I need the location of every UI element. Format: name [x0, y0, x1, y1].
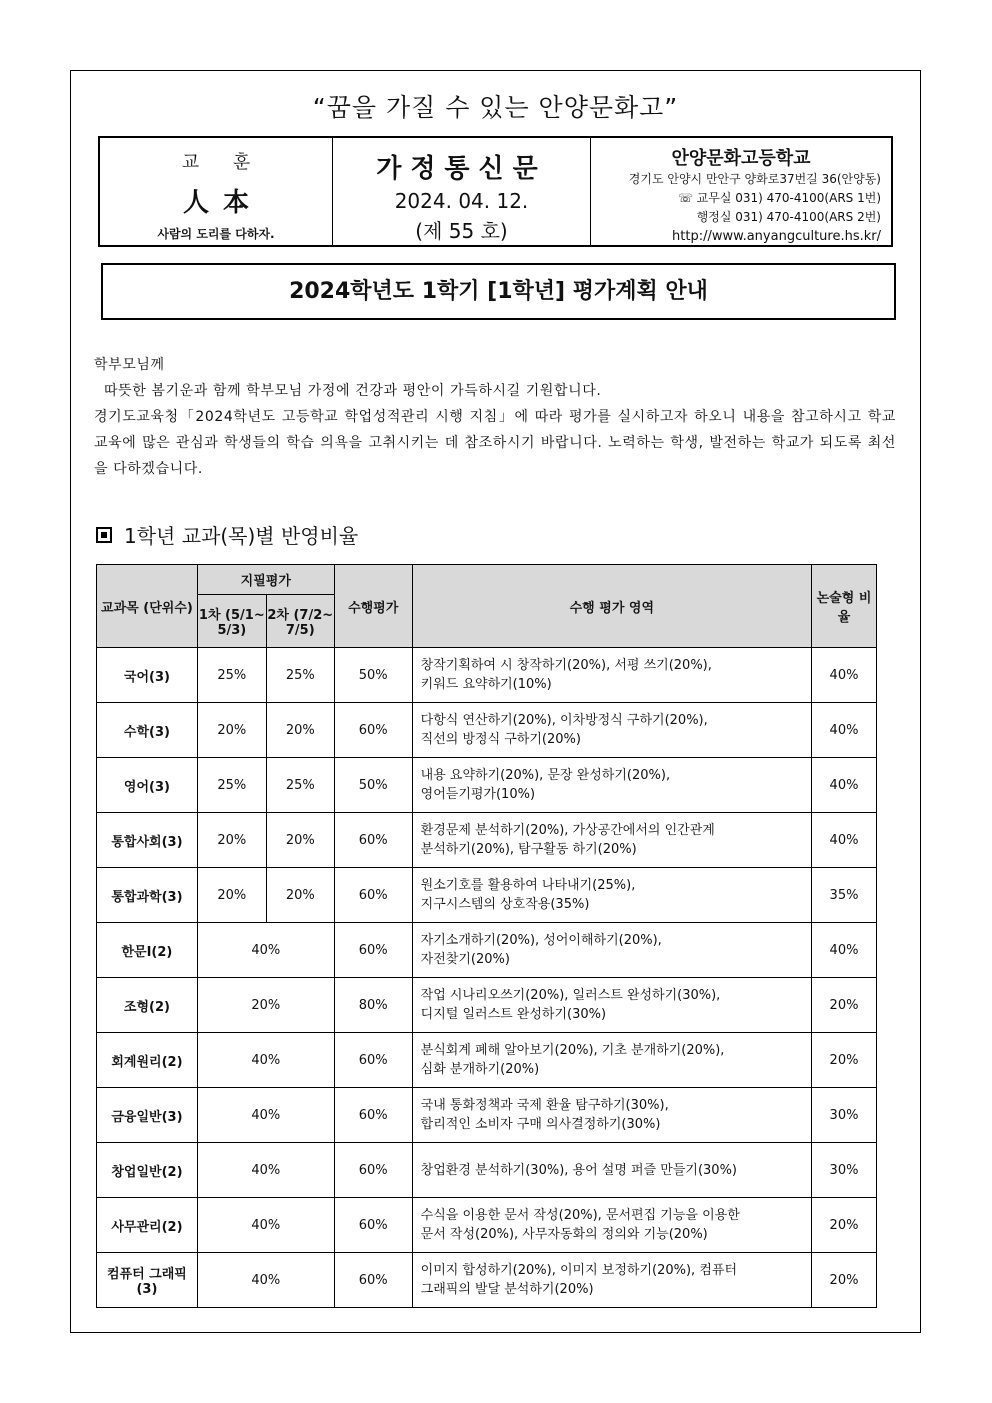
- document-title: 2024학년도 1학기 [1학년] 평가계획 안내: [101, 263, 896, 320]
- newsletter-issue: (제 55 호): [415, 219, 508, 243]
- area-line-1: 분식회계 폐해 알아보기(20%), 기초 분개하기(20%),: [420, 1043, 725, 1058]
- table-row: [97, 1088, 877, 1143]
- subject-cell: 한문I(2): [97, 923, 198, 978]
- performance-cell: 60%: [334, 1253, 412, 1308]
- school-address: 경기도 안양시 만안구 양화로37번길 36(안양동): [628, 172, 881, 186]
- performance-area-cell: [412, 923, 811, 978]
- subject-cell: 컴퓨터 그래픽(3): [97, 1253, 198, 1308]
- table-row: [97, 1033, 877, 1088]
- area-line-2: 지구시스템의 상호작용(35%): [420, 897, 590, 912]
- subject-cell: 조형(2): [97, 978, 198, 1033]
- header-performance-area: 수행 평가 영역: [412, 565, 811, 648]
- area-line-2: 영어듣기평가(10%): [420, 787, 536, 802]
- performance-cell: 60%: [334, 813, 412, 868]
- performance-cell: 50%: [334, 648, 412, 703]
- second-exam-cell: 20%: [266, 868, 334, 923]
- area-line-1: 다항식 연산하기(20%), 이차방정식 구하기(20%),: [420, 713, 708, 728]
- performance-area-cell: [412, 1143, 811, 1198]
- area-line-1: 원소기호를 활용하여 나타내기(25%),: [420, 878, 636, 893]
- table-row: [97, 1198, 877, 1253]
- essay-ratio-cell: 20%: [812, 978, 877, 1033]
- subject-cell: 금융일반(3): [97, 1088, 198, 1143]
- essay-ratio-cell: 30%: [812, 1143, 877, 1198]
- performance-area-cell: [412, 1253, 811, 1308]
- table-row: [97, 703, 877, 758]
- written-exam-cell: 20%: [197, 978, 334, 1033]
- second-exam-cell: 20%: [266, 703, 334, 758]
- filled-square-icon: [96, 527, 112, 543]
- area-line-2: 합리적인 소비자 구매 의사결정하기(30%): [420, 1117, 661, 1132]
- performance-area-cell: [412, 868, 811, 923]
- performance-area-cell: [412, 1033, 811, 1088]
- subject-cell: 국어(3): [97, 648, 198, 703]
- performance-cell: 60%: [334, 868, 412, 923]
- performance-cell: 60%: [334, 703, 412, 758]
- written-exam-cell: 40%: [197, 1033, 334, 1088]
- motto-cell: [100, 138, 333, 245]
- written-exam-cell: 40%: [197, 1143, 334, 1198]
- newsletter-header: [98, 136, 893, 247]
- essay-ratio-cell: 40%: [812, 703, 877, 758]
- header-written-exam: 지필평가: [197, 565, 334, 595]
- essay-ratio-cell: 20%: [812, 1198, 877, 1253]
- second-exam-cell: 25%: [266, 648, 334, 703]
- performance-area-cell: [412, 1088, 811, 1143]
- newsletter-title: 가정통신문: [376, 154, 547, 184]
- area-line-1: 자기소개하기(20%), 성어이해하기(20%),: [420, 933, 662, 948]
- area-line-1: 창업환경 분석하기(30%), 용어 설명 퍼즐 만들기(30%): [420, 1162, 737, 1178]
- header-subject: 교과목 (단위수): [97, 565, 198, 648]
- written-exam-cell: 40%: [197, 1088, 334, 1143]
- grade-ratio-table: [96, 564, 877, 1308]
- school-website[interactable]: http://www.anyangculture.hs.kr/: [672, 229, 881, 244]
- performance-area-cell: [412, 648, 811, 703]
- subject-cell: 영어(3): [97, 758, 198, 813]
- performance-cell: 60%: [334, 1088, 412, 1143]
- header-second-exam: 2차 (7/2~ 7/5): [266, 595, 334, 648]
- area-line-2: 직선의 방정식 구하기(20%): [420, 732, 581, 747]
- area-line-1: 수식을 이용한 문서 작성(20%), 문서편집 기능을 이용한: [420, 1208, 740, 1223]
- essay-ratio-cell: 40%: [812, 758, 877, 813]
- phone-admin: 행정실 031) 470-4100(ARS 2번): [696, 210, 881, 224]
- area-line-1: 국내 통화정책과 국제 환율 탐구하기(30%),: [420, 1098, 669, 1113]
- essay-ratio-cell: 30%: [812, 1088, 877, 1143]
- performance-area-cell: [412, 758, 811, 813]
- performance-cell: 60%: [334, 1143, 412, 1198]
- area-line-2: 그래픽의 발달 분석하기(20%): [420, 1282, 594, 1297]
- table-row: [97, 1143, 877, 1198]
- header-performance: 수행평가: [334, 565, 412, 648]
- subject-cell: 통합과학(3): [97, 868, 198, 923]
- intro-line-2: 경기도교육청「2024학년도 고등학교 학업성적관리 시행 지침」에 따라 평가를 실시하고자 하오니 내용을 참고하시고 학교 교육에 많은 관심과 학생들의 학습 의욕을 고취시키는 데 참조하시기 바랍니다. 노력하는 학생, 발전하는 학교가 되도록 최선을 다하겠습니다.: [94, 409, 896, 477]
- performance-cell: 60%: [334, 1033, 412, 1088]
- intro-text: [94, 352, 896, 482]
- area-line-2: 자전찾기(20%): [420, 952, 510, 967]
- phone-office: ☏ 교무실 031) 470-4100(ARS 1번): [677, 191, 881, 205]
- first-exam-cell: 25%: [197, 758, 266, 813]
- essay-ratio-cell: 40%: [812, 648, 877, 703]
- subject-cell: 사무관리(2): [97, 1198, 198, 1253]
- first-exam-cell: 20%: [197, 813, 266, 868]
- essay-ratio-cell: 20%: [812, 1253, 877, 1308]
- header-essay-ratio: 논술형 비율: [812, 565, 877, 648]
- table-row: [97, 978, 877, 1033]
- area-line-2: 심화 분개하기(20%): [420, 1062, 540, 1077]
- area-line-2: 문서 작성(20%), 사무자동화의 정의와 기능(20%): [420, 1227, 708, 1242]
- essay-ratio-cell: 40%: [812, 923, 877, 978]
- subject-cell: 창업일반(2): [97, 1143, 198, 1198]
- performance-cell: 60%: [334, 923, 412, 978]
- performance-area-cell: [412, 703, 811, 758]
- area-line-1: 이미지 합성하기(20%), 이미지 보정하기(20%), 컴퓨터: [420, 1263, 737, 1278]
- area-line-1: 내용 요약하기(20%), 문장 완성하기(20%),: [420, 768, 671, 783]
- table-row: [97, 648, 877, 703]
- essay-ratio-cell: 40%: [812, 813, 877, 868]
- performance-area-cell: [412, 1198, 811, 1253]
- subject-cell: 통합사회(3): [97, 813, 198, 868]
- first-exam-cell: 20%: [197, 703, 266, 758]
- greeting: 학부모님께: [94, 357, 165, 373]
- newsletter-info-cell: [333, 138, 591, 245]
- table-row: [97, 1253, 877, 1308]
- second-exam-cell: 25%: [266, 758, 334, 813]
- table-row: [97, 758, 877, 813]
- performance-cell: 50%: [334, 758, 412, 813]
- table-row: [97, 923, 877, 978]
- school-name: 안양문화고등학교: [671, 148, 811, 169]
- header-first-exam: 1차 (5/1~ 5/3): [197, 595, 266, 648]
- table-row: [97, 868, 877, 923]
- area-line-1: 작업 시나리오쓰기(20%), 일러스트 완성하기(30%),: [420, 988, 721, 1003]
- first-exam-cell: 25%: [197, 648, 266, 703]
- second-exam-cell: 20%: [266, 813, 334, 868]
- performance-area-cell: [412, 813, 811, 868]
- essay-ratio-cell: 20%: [812, 1033, 877, 1088]
- motto: 人本: [182, 188, 263, 218]
- area-line-2: 분석하기(20%), 탐구활동 하기(20%): [420, 842, 637, 857]
- section-heading: [96, 520, 358, 549]
- written-exam-cell: 40%: [197, 923, 334, 978]
- performance-area-cell: [412, 978, 811, 1033]
- school-slogan: “꿈을 가질 수 있는 안양문화고”: [312, 93, 679, 122]
- section-title: 1학년 교과(목)별 반영비율: [124, 524, 359, 548]
- written-exam-cell: 40%: [197, 1253, 334, 1308]
- intro-line-1: 따뜻한 봄기운과 함께 학부모님 가정에 건강과 평안이 가득하시길 기원합니다.: [104, 383, 602, 399]
- performance-cell: 80%: [334, 978, 412, 1033]
- written-exam-cell: 40%: [197, 1198, 334, 1253]
- area-line-1: 환경문제 분석하기(20%), 가상공간에서의 인간관계: [420, 823, 715, 838]
- table-row: [97, 813, 877, 868]
- performance-cell: 60%: [334, 1198, 412, 1253]
- essay-ratio-cell: 35%: [812, 868, 877, 923]
- area-line-1: 창작기획하여 시 창작하기(20%), 서평 쓰기(20%),: [420, 658, 712, 673]
- first-exam-cell: 20%: [197, 868, 266, 923]
- motto-subtitle: 사람의 도리를 다하자.: [157, 227, 275, 241]
- school-info-cell: [591, 138, 891, 245]
- area-line-2: 키워드 요약하기(10%): [420, 677, 552, 692]
- motto-label: 교 훈: [181, 152, 265, 173]
- subject-cell: 회계원리(2): [97, 1033, 198, 1088]
- subject-cell: 수학(3): [97, 703, 198, 758]
- newsletter-date: 2024. 04. 12.: [394, 189, 529, 213]
- area-line-2: 디지털 일러스트 완성하기(30%): [420, 1007, 607, 1022]
